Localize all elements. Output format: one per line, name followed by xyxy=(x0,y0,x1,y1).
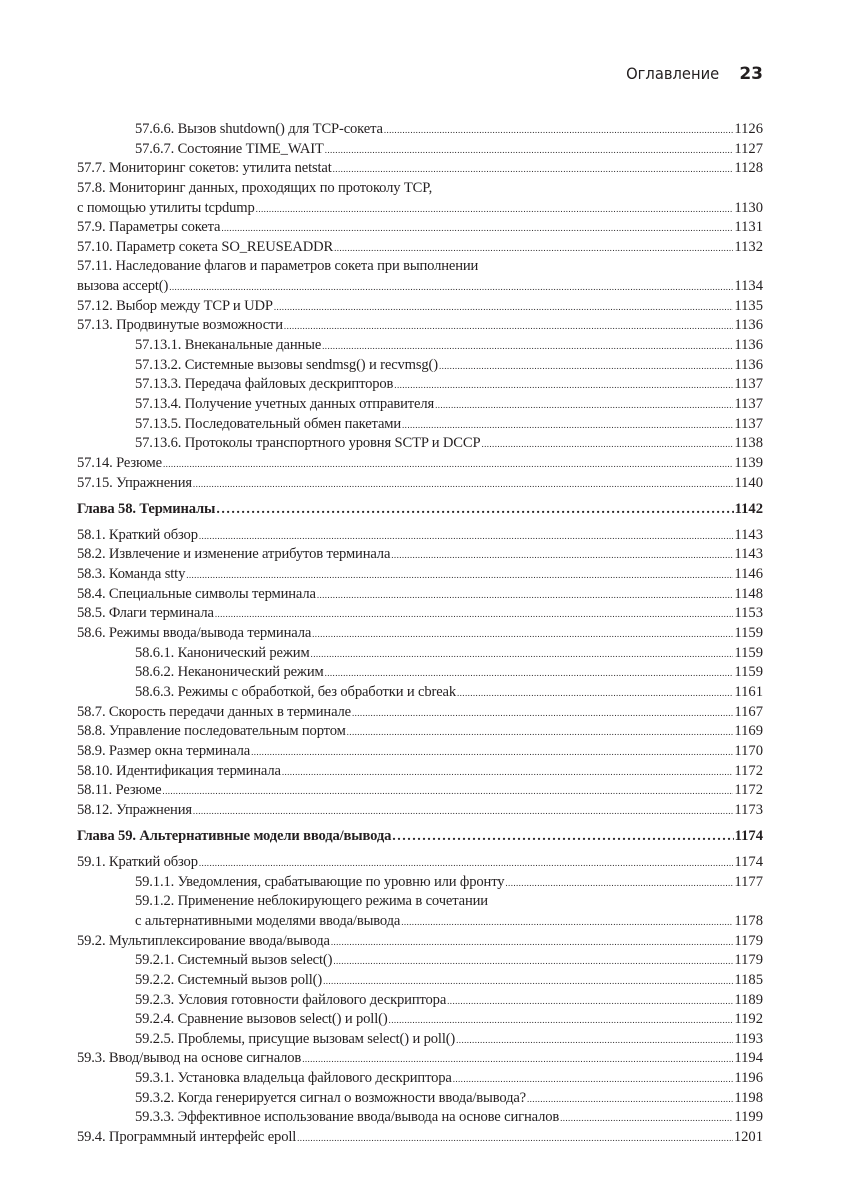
entry-page-number: 1136 xyxy=(734,317,763,334)
entry-title: 57.13.1. Внеканальные данные xyxy=(135,337,322,354)
entry-title: 57.14. Резюме xyxy=(77,454,162,471)
entry-title: 59.2.4. Сравнение вызовов select() и poll() xyxy=(135,1011,388,1028)
chapter-heading[interactable] xyxy=(77,827,763,847)
entry-title: 58.3. Команда stty xyxy=(77,566,186,583)
toc-subsection-entry[interactable] xyxy=(77,892,763,912)
dot-leader xyxy=(284,317,733,337)
toc-subsection-entry[interactable] xyxy=(77,1108,763,1128)
table-of-contents xyxy=(77,120,763,1148)
toc-subsection-entry[interactable] xyxy=(77,336,763,356)
entry-page-number: 1193 xyxy=(734,1030,763,1047)
entry-page-number: 1169 xyxy=(734,723,763,740)
toc-section-entry[interactable] xyxy=(77,218,763,238)
entry-title: 57.13.6. Протоколы транспортного уровня SCTP и DCCP xyxy=(135,435,481,452)
dot-leader xyxy=(333,160,734,180)
toc-subsection-entry[interactable] xyxy=(77,1030,763,1050)
toc-section-entry[interactable] xyxy=(77,199,763,219)
chapter-page-number: 1174 xyxy=(734,828,763,845)
entry-title: 59.2.5. Проблемы, присущие вызовам select() и poll() xyxy=(135,1030,456,1047)
toc-section-entry[interactable] xyxy=(77,722,763,742)
toc-subsection-entry[interactable] xyxy=(77,120,763,140)
page-number: 23 xyxy=(739,64,763,84)
entry-title: 57.13.2. Системные вызовы sendmsg() и recvmsg() xyxy=(135,356,438,373)
dot-leader xyxy=(312,625,733,645)
entry-title: 58.11. Резюме xyxy=(77,782,162,799)
toc-section-entry[interactable] xyxy=(77,1128,763,1148)
dot-leader xyxy=(331,933,733,953)
entry-title: 57.13.4. Получение учетных данных отправителя xyxy=(135,395,435,412)
entry-page-number: 1161 xyxy=(734,683,763,700)
dot-leader xyxy=(162,782,733,802)
toc-section-entry[interactable] xyxy=(77,762,763,782)
entry-page-number: 1159 xyxy=(734,664,763,681)
dot-leader xyxy=(322,337,733,357)
entry-title: 59.3. Ввод/вывод на основе сигналов xyxy=(77,1050,302,1067)
dot-leader xyxy=(481,435,733,455)
entry-title: 58.5. Флаги терминала xyxy=(77,605,214,622)
toc-section-entry[interactable] xyxy=(77,742,763,762)
entry-title: 59.1.1. Уведомления, срабатывающие по уровню или фронту xyxy=(135,873,505,890)
dot-leader xyxy=(352,704,733,724)
entry-page-number: 1177 xyxy=(734,873,763,890)
entry-title: 59.2.3. Условия готовности файлового дескриптора xyxy=(135,991,447,1008)
dot-leader xyxy=(282,763,734,783)
entry-title: 57.13. Продвинутые возможности xyxy=(77,317,283,334)
entry-title: 59.1. Краткий обзор xyxy=(77,854,198,871)
toc-subsection-entry[interactable] xyxy=(77,873,763,893)
entry-page-number: 1148 xyxy=(734,585,763,602)
chapter-title: Глава 59. Альтернативные модели ввода/вывода xyxy=(77,828,392,845)
entry-title: 59.3.3. Эффективное использование ввода/вывода на основе сигналов xyxy=(135,1109,560,1126)
entry-page-number: 1153 xyxy=(734,605,763,622)
entry-page-number: 1159 xyxy=(734,625,763,642)
entry-title: 58.12. Упражнения xyxy=(77,801,192,818)
entry-page-number: 1174 xyxy=(734,854,763,871)
dot-leader xyxy=(169,278,733,298)
dot-leader xyxy=(384,121,734,141)
dot-leader xyxy=(456,1031,733,1051)
dot-leader xyxy=(333,952,733,972)
dot-leader xyxy=(199,854,733,874)
entry-title: 58.4. Специальные символы терминала xyxy=(77,585,316,602)
toc-section-entry[interactable] xyxy=(77,565,763,585)
dot-leader xyxy=(186,566,733,586)
entry-title: 58.6. Режимы ввода/вывода терминала xyxy=(77,625,312,642)
toc-subsection-entry[interactable] xyxy=(77,663,763,683)
entry-title: 59.1.2. Применение неблокирующего режима в сочетании xyxy=(135,893,488,910)
toc-subsection-entry[interactable] xyxy=(77,434,763,454)
toc-subsection-entry[interactable] xyxy=(77,375,763,395)
dot-leader xyxy=(392,827,733,847)
dot-leader xyxy=(256,200,734,220)
entry-page-number: 1143 xyxy=(734,526,763,543)
entry-title: 59.2.2. Системный вызов poll() xyxy=(135,971,323,988)
toc-section-entry[interactable] xyxy=(77,853,763,873)
dot-leader xyxy=(389,1011,734,1031)
toc-section-entry[interactable] xyxy=(77,179,763,199)
dot-leader xyxy=(163,455,733,475)
dot-leader xyxy=(447,992,733,1012)
entry-title: 57.6.6. Вызов shutdown() для TCP-сокета xyxy=(135,121,383,137)
entry-title: 59.3.1. Установка владельца файлового дескриптора xyxy=(135,1070,452,1087)
dot-leader xyxy=(215,605,733,625)
dot-leader xyxy=(325,664,734,684)
entry-title: 58.6.3. Режимы с обработкой, без обработки и cbreak xyxy=(135,683,456,700)
entry-title: 57.11. Наследование флагов и параметров сокета при выполнении xyxy=(77,258,479,275)
toc-subsection-entry[interactable] xyxy=(77,912,763,932)
toc-section-entry[interactable] xyxy=(77,932,763,952)
running-head xyxy=(618,64,763,84)
toc-section-entry[interactable] xyxy=(77,316,763,336)
entry-title: 57.15. Упражнения xyxy=(77,474,192,491)
dot-leader xyxy=(439,357,733,377)
toc-section-entry[interactable] xyxy=(77,526,763,546)
entry-page-number: 1172 xyxy=(734,782,763,799)
entry-page-number: 1140 xyxy=(734,474,763,491)
entry-page-number: 1127 xyxy=(734,140,763,157)
toc-section-entry[interactable] xyxy=(77,257,763,277)
entry-title: 59.2. Мультиплексирование ввода/вывода xyxy=(77,932,330,949)
dot-leader xyxy=(401,913,733,933)
dot-leader xyxy=(302,1050,733,1070)
toc-subsection-entry[interactable] xyxy=(77,1010,763,1030)
dot-leader xyxy=(505,874,733,894)
toc-section-entry[interactable] xyxy=(77,297,763,317)
toc-subsection-entry[interactable] xyxy=(77,644,763,664)
entry-page-number: 1170 xyxy=(734,742,763,759)
entry-page-number: 1131 xyxy=(734,219,763,236)
entry-page-number: 1137 xyxy=(734,376,763,393)
toc-section-entry[interactable] xyxy=(77,1049,763,1069)
entry-page-number: 1198 xyxy=(734,1089,763,1106)
entry-page-number: 1128 xyxy=(734,160,763,177)
dot-leader xyxy=(199,527,733,547)
toc-section-entry[interactable] xyxy=(77,277,763,297)
toc-section-entry[interactable] xyxy=(77,624,763,644)
entry-title: 59.2.1. Системный вызов select() xyxy=(135,952,333,969)
dot-leader xyxy=(317,586,734,606)
entry-page-number: 1136 xyxy=(734,356,763,373)
chapter-page-number: 1142 xyxy=(734,501,763,518)
toc-subsection-entry[interactable] xyxy=(77,991,763,1011)
entry-title: вызова accept() xyxy=(77,278,169,295)
entry-page-number: 1134 xyxy=(734,278,763,295)
dot-leader xyxy=(251,743,733,763)
toc-subsection-entry[interactable] xyxy=(77,415,763,435)
entry-page-number: 1185 xyxy=(734,971,763,988)
entry-page-number: 1194 xyxy=(734,1050,763,1067)
entry-title: 59.3.2. Когда генерируется сигнал о возможности ввода/вывода? xyxy=(135,1089,526,1106)
entry-page-number: 1136 xyxy=(734,337,763,354)
toc-subsection-entry[interactable] xyxy=(77,683,763,703)
toc-section-entry[interactable] xyxy=(77,474,763,494)
dot-leader xyxy=(391,546,733,566)
dot-leader xyxy=(435,396,733,416)
entry-title: с альтернативными моделями ввода/вывода xyxy=(135,912,401,929)
entry-page-number: 1132 xyxy=(734,238,763,255)
dot-leader xyxy=(297,1129,733,1149)
entry-page-number: 1201 xyxy=(733,1129,763,1146)
dot-leader xyxy=(453,1070,734,1090)
toc-section-entry[interactable] xyxy=(77,585,763,605)
entry-title: 58.7. Скорость передачи данных в терминале xyxy=(77,703,351,720)
dot-leader xyxy=(334,239,733,259)
chapter-title: Глава 58. Терминалы xyxy=(77,501,216,518)
toc-section-entry[interactable] xyxy=(77,238,763,258)
entry-title: 57.9. Параметры сокета xyxy=(77,219,221,236)
entry-title: 59.4. Программный интерфейс epoll xyxy=(77,1129,297,1146)
toc-subsection-entry[interactable] xyxy=(77,356,763,376)
entry-page-number: 1178 xyxy=(734,912,763,929)
dot-leader xyxy=(325,141,734,161)
toc-subsection-entry[interactable] xyxy=(77,395,763,415)
toc-section-entry[interactable] xyxy=(77,801,763,821)
dot-leader xyxy=(221,219,733,239)
dot-leader xyxy=(394,376,733,396)
toc-section-entry[interactable] xyxy=(77,703,763,723)
entry-page-number: 1137 xyxy=(734,395,763,412)
entry-page-number: 1189 xyxy=(734,991,763,1008)
entry-page-number: 1139 xyxy=(734,454,763,471)
dot-leader xyxy=(527,1090,733,1110)
entry-page-number: 1159 xyxy=(734,644,763,661)
entry-title: 57.7. Мониторинг сокетов: утилита netstat xyxy=(77,160,332,177)
entry-page-number: 1135 xyxy=(734,297,763,314)
running-head-title: Оглавление xyxy=(626,64,720,83)
dot-leader xyxy=(274,298,734,318)
dot-leader xyxy=(311,645,734,665)
entry-title: 58.9. Размер окна терминала xyxy=(77,742,251,759)
entry-title: 58.8. Управление последовательным портом xyxy=(77,723,346,740)
entry-title: 57.10. Параметр сокета SO_REUSEADDR xyxy=(77,238,334,255)
toc-section-entry[interactable] xyxy=(77,781,763,801)
entry-title: 57.8. Мониторинг данных, проходящих по протоколу TCP, xyxy=(77,179,433,196)
entry-page-number: 1137 xyxy=(734,415,763,432)
entry-page-number: 1179 xyxy=(734,932,763,949)
entry-page-number: 1143 xyxy=(734,546,763,563)
dot-leader xyxy=(402,416,733,436)
toc-section-entry[interactable] xyxy=(77,454,763,474)
dot-leader xyxy=(323,972,733,992)
entry-title: 58.10. Идентификация терминала xyxy=(77,762,281,779)
dot-leader xyxy=(457,684,733,704)
entry-title: 58.6.1. Канонический режим xyxy=(135,644,310,661)
dot-leader xyxy=(193,475,733,495)
entry-page-number: 1138 xyxy=(734,435,763,452)
toc-subsection-entry[interactable] xyxy=(77,1089,763,1109)
entry-page-number: 1167 xyxy=(734,703,763,720)
entry-page-number: 1146 xyxy=(734,566,763,583)
entry-page-number: 1199 xyxy=(734,1109,763,1126)
toc-section-entry[interactable] xyxy=(77,159,763,179)
entry-page-number: 1126 xyxy=(734,121,763,137)
toc-subsection-entry[interactable] xyxy=(77,140,763,160)
entry-title: 58.1. Краткий обзор xyxy=(77,526,198,543)
toc-section-entry[interactable] xyxy=(77,545,763,565)
entry-title: 57.13.5. Последовательный обмен пакетами xyxy=(135,415,402,432)
entry-title: 57.6.7. Состояние TIME_WAIT xyxy=(135,140,324,157)
entry-page-number: 1130 xyxy=(734,199,763,216)
toc-subsection-entry[interactable] xyxy=(77,951,763,971)
chapter-heading[interactable] xyxy=(77,500,763,520)
toc-subsection-entry[interactable] xyxy=(77,1069,763,1089)
entry-title: с помощью утилиты tcpdump xyxy=(77,199,255,216)
entry-title: 57.13.3. Передача файловых дескрипторов xyxy=(135,376,394,393)
dot-leader xyxy=(216,500,733,520)
entry-page-number: 1172 xyxy=(734,762,763,779)
toc-subsection-entry[interactable] xyxy=(77,971,763,991)
entry-title: 57.12. Выбор между TCP и UDP xyxy=(77,297,273,314)
entry-page-number: 1179 xyxy=(734,952,763,969)
dot-leader xyxy=(560,1109,733,1129)
dot-leader xyxy=(193,802,733,822)
entry-title: 58.6.2. Неканонический режим xyxy=(135,664,324,681)
entry-title: 58.2. Извлечение и изменение атрибутов терминала xyxy=(77,546,391,563)
entry-page-number: 1196 xyxy=(734,1070,763,1087)
dot-leader xyxy=(347,723,734,743)
entry-page-number: 1173 xyxy=(734,801,763,818)
entry-page-number: 1192 xyxy=(734,1011,763,1028)
toc-section-entry[interactable] xyxy=(77,604,763,624)
